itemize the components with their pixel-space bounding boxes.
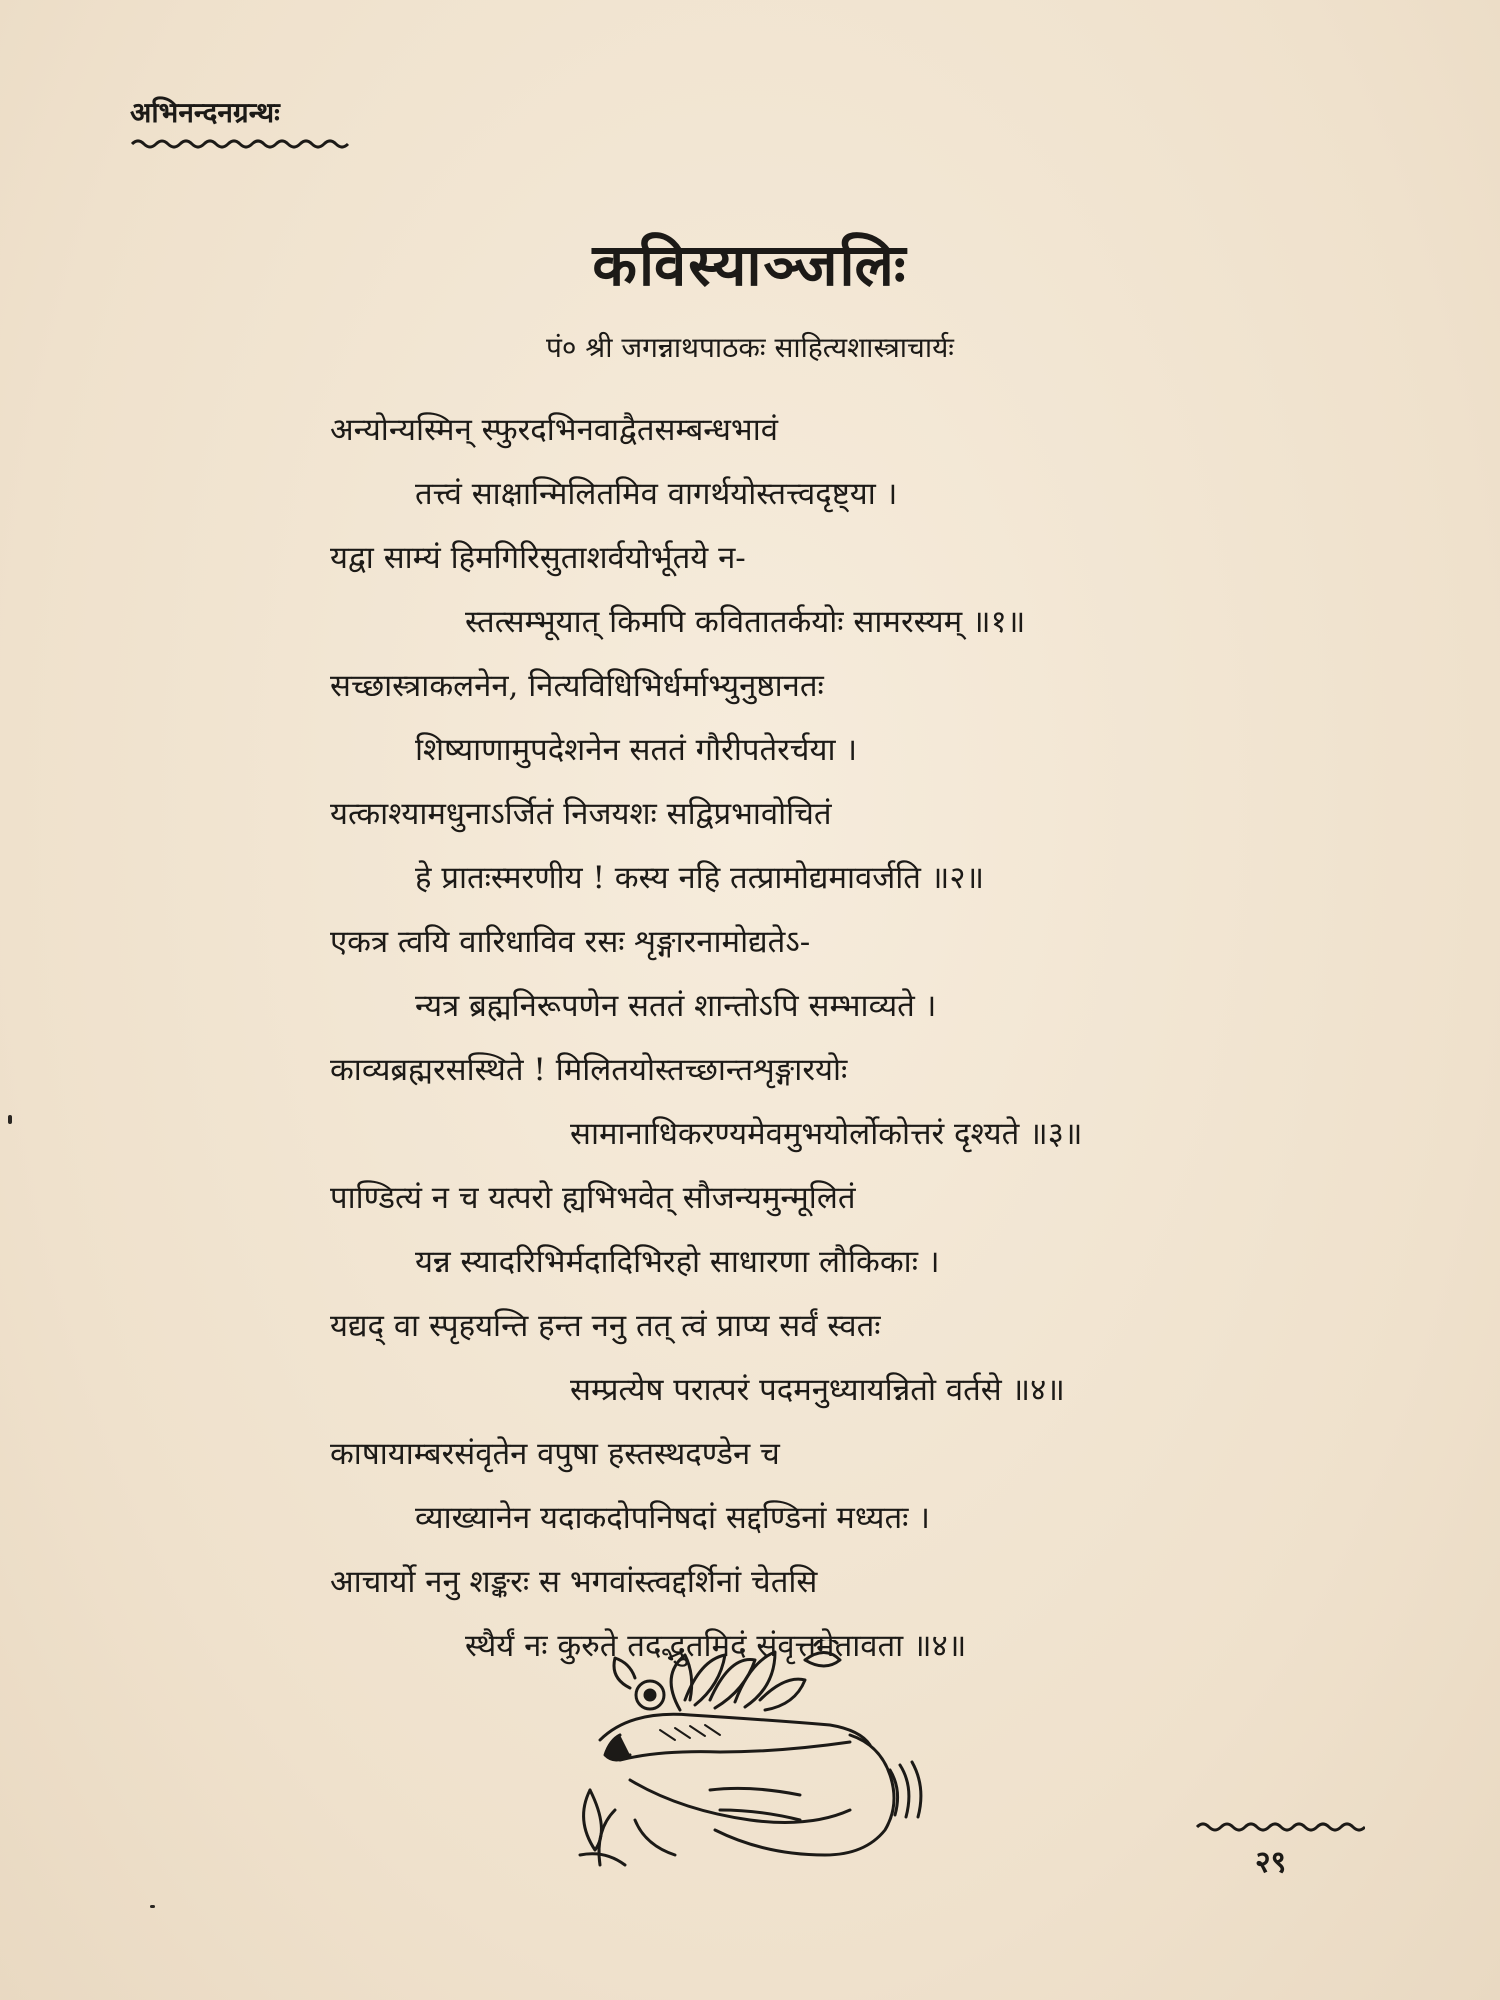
verse-5-line-2: व्याख्यानेन यदाकदोपनिषदां सद्दण्डिनां मध्यतः ।: [415, 1500, 930, 1536]
footer-wavy-rule: [1195, 1820, 1365, 1834]
running-header: [130, 95, 370, 151]
header-wavy-rule: [130, 137, 350, 151]
verse-1-line-2: तत्त्वं साक्षान्मिलितमिव वागर्थयोस्तत्त्वदृष्ट्या ।: [415, 476, 898, 512]
lotus-offering-hands-illustration: [560, 1640, 960, 1880]
running-title: अभिनन्दनग्रन्थः: [130, 96, 280, 129]
verse-5-line-4: स्थैर्यं नः कुरुते तदद्भुतमिदं संवृत्तमेतावता ॥४॥: [465, 1628, 967, 1664]
verse-4-line-1: पाण्डित्यं न च यत्परो ह्यभिभवेत् सौजन्यमुन्मूलितं: [330, 1180, 856, 1216]
verse-2-line-2: शिष्याणामुपदेशनेन सततं गौरीपतेरर्चया ।: [415, 732, 858, 768]
verse-5-line-1: काषायाम्बरसंवृतेन वपुषा हस्तस्थदण्डेन च: [330, 1436, 780, 1472]
verse-5-line-3: आचार्यो ननु शङ्करः स भगवांस्त्वद्दर्शिनां चेतसि: [330, 1564, 818, 1600]
verse-3-line-3: काव्यब्रह्मरसस्थिते ! मिलितयोस्तच्छान्तशृङ्गारयोः: [330, 1052, 848, 1088]
verse-1-line-1: अन्योन्यस्मिन् स्फुरदभिनवाद्वैतसम्बन्धभावं: [330, 412, 778, 448]
verse-4-line-3: यद्यद् वा स्पृहयन्ति हन्त ननु तत् त्वं प्राप्य सर्वं स्वतः: [330, 1308, 881, 1344]
author-line: पं० श्री जगन्नाथपाठकः साहित्यशास्त्राचार्यः: [546, 331, 954, 364]
verse-2-line-4: हे प्रातःस्मरणीय ! कस्य नहि तत्प्रामोद्यमावर्जति ॥२॥: [415, 860, 985, 896]
verse-3-line-4: सामानाधिकरण्यमेवमुभयोर्लोकोत्तरं दृश्यते ॥३॥: [570, 1116, 1083, 1152]
page-number: २९: [1255, 1845, 1287, 1880]
print-speck: [150, 1905, 155, 1908]
verse-2-line-1: सच्छास्त्राकलनेन, नित्यविधिभिर्धर्माभ्युनुष्ठानतः: [330, 668, 824, 704]
verse-1-line-4: स्तत्सम्भूयात् किमपि कवितातर्कयोः सामरस्यम् ॥१॥: [465, 604, 1026, 640]
print-speck: [8, 1115, 12, 1124]
verse-3-line-2: न्यत्र ब्रह्मनिरूपणेन सततं शान्तोऽपि सम्भाव्यते ।: [415, 988, 937, 1024]
poem-title: कविस्याञ्जलिः: [592, 231, 908, 299]
verses-block: [330, 398, 1260, 1678]
verse-4-line-4: सम्प्रत्येष परात्परं पदमनुध्यायन्नितो वर्तसे ॥४॥: [570, 1372, 1065, 1408]
verse-1-line-3: यद्वा साम्यं हिमगिरिसुताशर्वयोर्भूतये न-: [330, 540, 746, 576]
verse-3-line-1: एकत्र त्वयि वारिधाविव रसः शृङ्गारनामोद्यतेऽ-: [330, 924, 811, 960]
verse-4-line-2: यन्न स्यादरिभिर्मदादिभिरहो साधारणा लौकिकाः ।: [415, 1244, 940, 1280]
verse-2-line-3: यत्काश्यामधुनाऽर्जितं निजयशः सद्विप्रभावोचितं: [330, 796, 832, 832]
